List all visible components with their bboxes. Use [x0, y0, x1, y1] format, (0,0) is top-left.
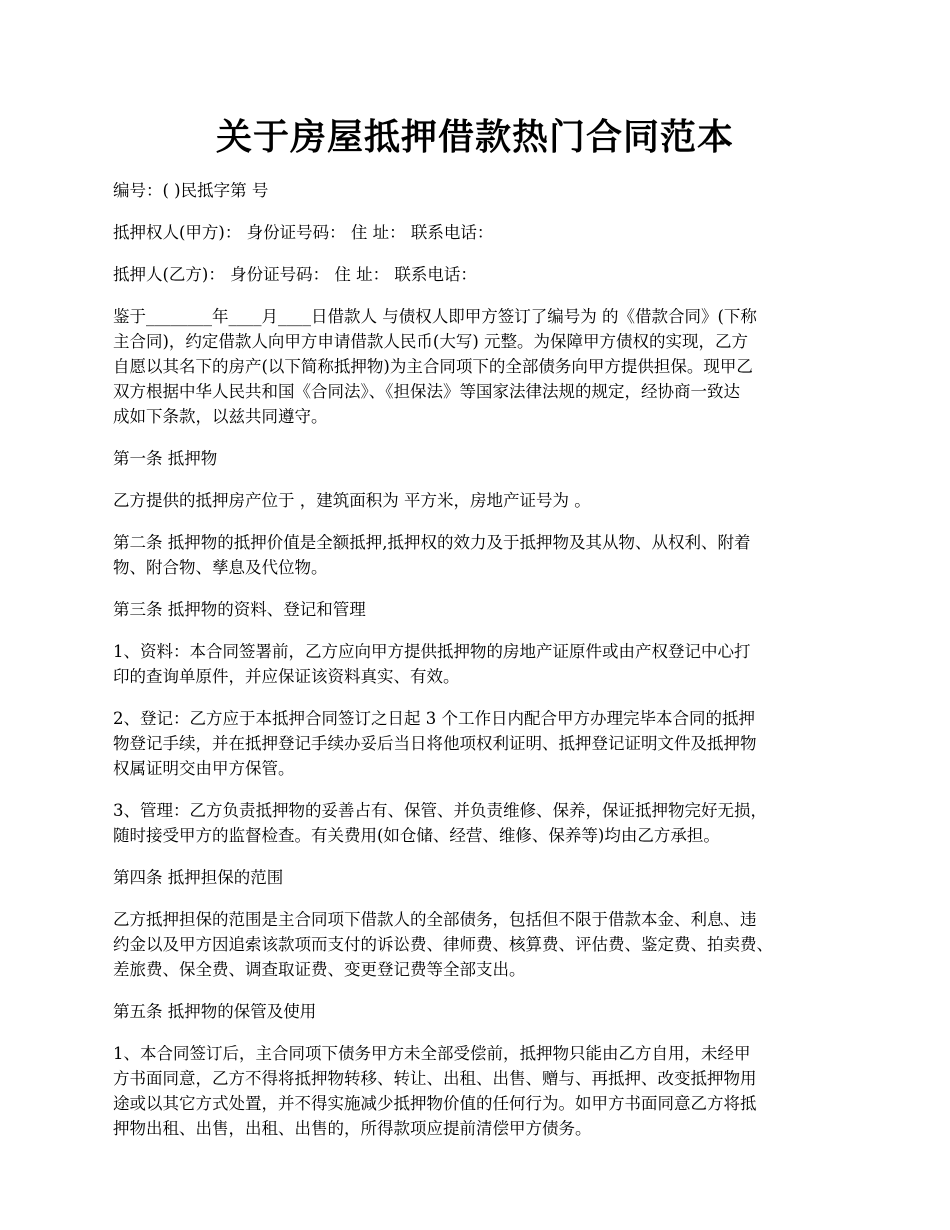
document-body	[113, 178, 853, 1158]
text-line: 随时接受甲方的监督检查。有关费用(如仓储、经营、维修、保养等)均由乙方承担。	[113, 826, 720, 845]
clause-paragraph	[113, 1041, 853, 1141]
text-line: 物、附合物、孳息及代位物。	[113, 558, 328, 577]
text-line: 权属证明交由甲方保管。	[113, 759, 295, 778]
article-heading	[113, 865, 853, 890]
text-line: 印的查询单原件，并应保证该资料真实、有效。	[113, 667, 460, 686]
text-line: 自愿以其名下的房产(以下简称抵押物)为主合同项下的全部债务向甲方提供担保。现甲乙	[113, 357, 753, 376]
article-paragraph	[113, 907, 853, 982]
clause-paragraph	[113, 639, 853, 689]
text-line: 3、管理：乙方负责抵押物的妥善占有、保管、并负责维修、保养，保证抵押物完好无损，	[113, 801, 767, 820]
party-b-info	[113, 262, 853, 287]
text-line: 差旅费、保全费、调查取证费、变更登记费等全部支出。	[113, 960, 526, 979]
text-line: 押物出租、出售，出租、出售的，所得款项应提前清偿甲方债务。	[113, 1119, 592, 1138]
text-line: 成如下条款，以兹共同遵守。	[113, 407, 328, 426]
preamble-paragraph	[113, 304, 853, 429]
text-line: 双方根据中华人民共和国《合同法》、《担保法》等国家法律法规的规定，经协商一致达	[113, 382, 740, 401]
text-line: 编号：( )民抵字第 号	[113, 181, 269, 200]
text-line: 鉴于________年____月____日借款人 与债权人即甲方签订了编号为 的《借款合同》(下称	[113, 307, 757, 326]
text-line: 乙方提供的抵押房产位于 ，建筑面积为 平方米，房地产证号为 。	[113, 491, 591, 510]
text-line: 1、资料：本合同签署前，乙方应向甲方提供抵押物的房地产证原件或由产权登记中心打	[113, 642, 751, 661]
text-line: 乙方抵押担保的范围是主合同项下借款人的全部债务，包括但不限于借款本金、利息、违	[113, 910, 757, 929]
text-line: 第一条 抵押物	[113, 449, 218, 468]
text-line: 2、登记：乙方应于本抵押合同签订之日起 3 个工作日内配合甲方办理完毕本合同的抵押	[113, 709, 755, 728]
text-line: 第五条 抵押物的保管及使用	[113, 1002, 317, 1021]
text-line: 第四条 抵押担保的范围	[113, 868, 284, 887]
text-line: 物登记手续，并在抵押登记手续办妥后当日将他项权利证明、抵押登记证明文件及抵押物	[113, 734, 757, 753]
document-title: 关于房屋抵押借款热门合同范本	[215, 116, 734, 158]
article-heading	[113, 446, 853, 471]
clause-paragraph	[113, 798, 853, 848]
text-line: 方书面同意，乙方不得将抵押物转移、转让、出租、出售、赠与、再抵押、改变抵押物用	[113, 1069, 757, 1088]
text-line: 1、本合同签订后，主合同项下债务甲方未全部受偿前，抵押物只能由乙方自用，未经甲	[113, 1044, 751, 1063]
text-line: 主合同)，约定借款人向甲方申请借款人民币(大写) 元整。为保障甲方债权的实现，乙方	[113, 332, 749, 351]
clause-paragraph	[113, 706, 853, 781]
text-line: 抵押权人(甲方)： 身份证号码： 住 址： 联系电话：	[113, 223, 494, 242]
party-a-info	[113, 220, 853, 245]
text-line: 约金以及甲方因追索该款项而支付的诉讼费、律师费、核算费、评估费、鉴定费、拍卖费、	[113, 935, 773, 954]
article-heading	[113, 999, 853, 1024]
article-heading	[113, 597, 853, 622]
article-paragraph	[113, 488, 853, 513]
article-paragraph	[113, 530, 853, 580]
text-line: 第二条 抵押物的抵押价值是全额抵押,抵押权的效力及于抵押物及其从物、从权利、附着	[113, 533, 751, 552]
text-line: 途或以其它方式处置，并不得实施减少抵押物价值的任何行为。如甲方书面同意乙方将抵	[113, 1094, 757, 1113]
text-line: 抵押人(乙方)： 身份证号码： 住 址： 联系电话：	[113, 265, 477, 284]
text-line: 第三条 抵押物的资料、登记和管理	[113, 600, 366, 619]
contract-number	[113, 178, 853, 203]
